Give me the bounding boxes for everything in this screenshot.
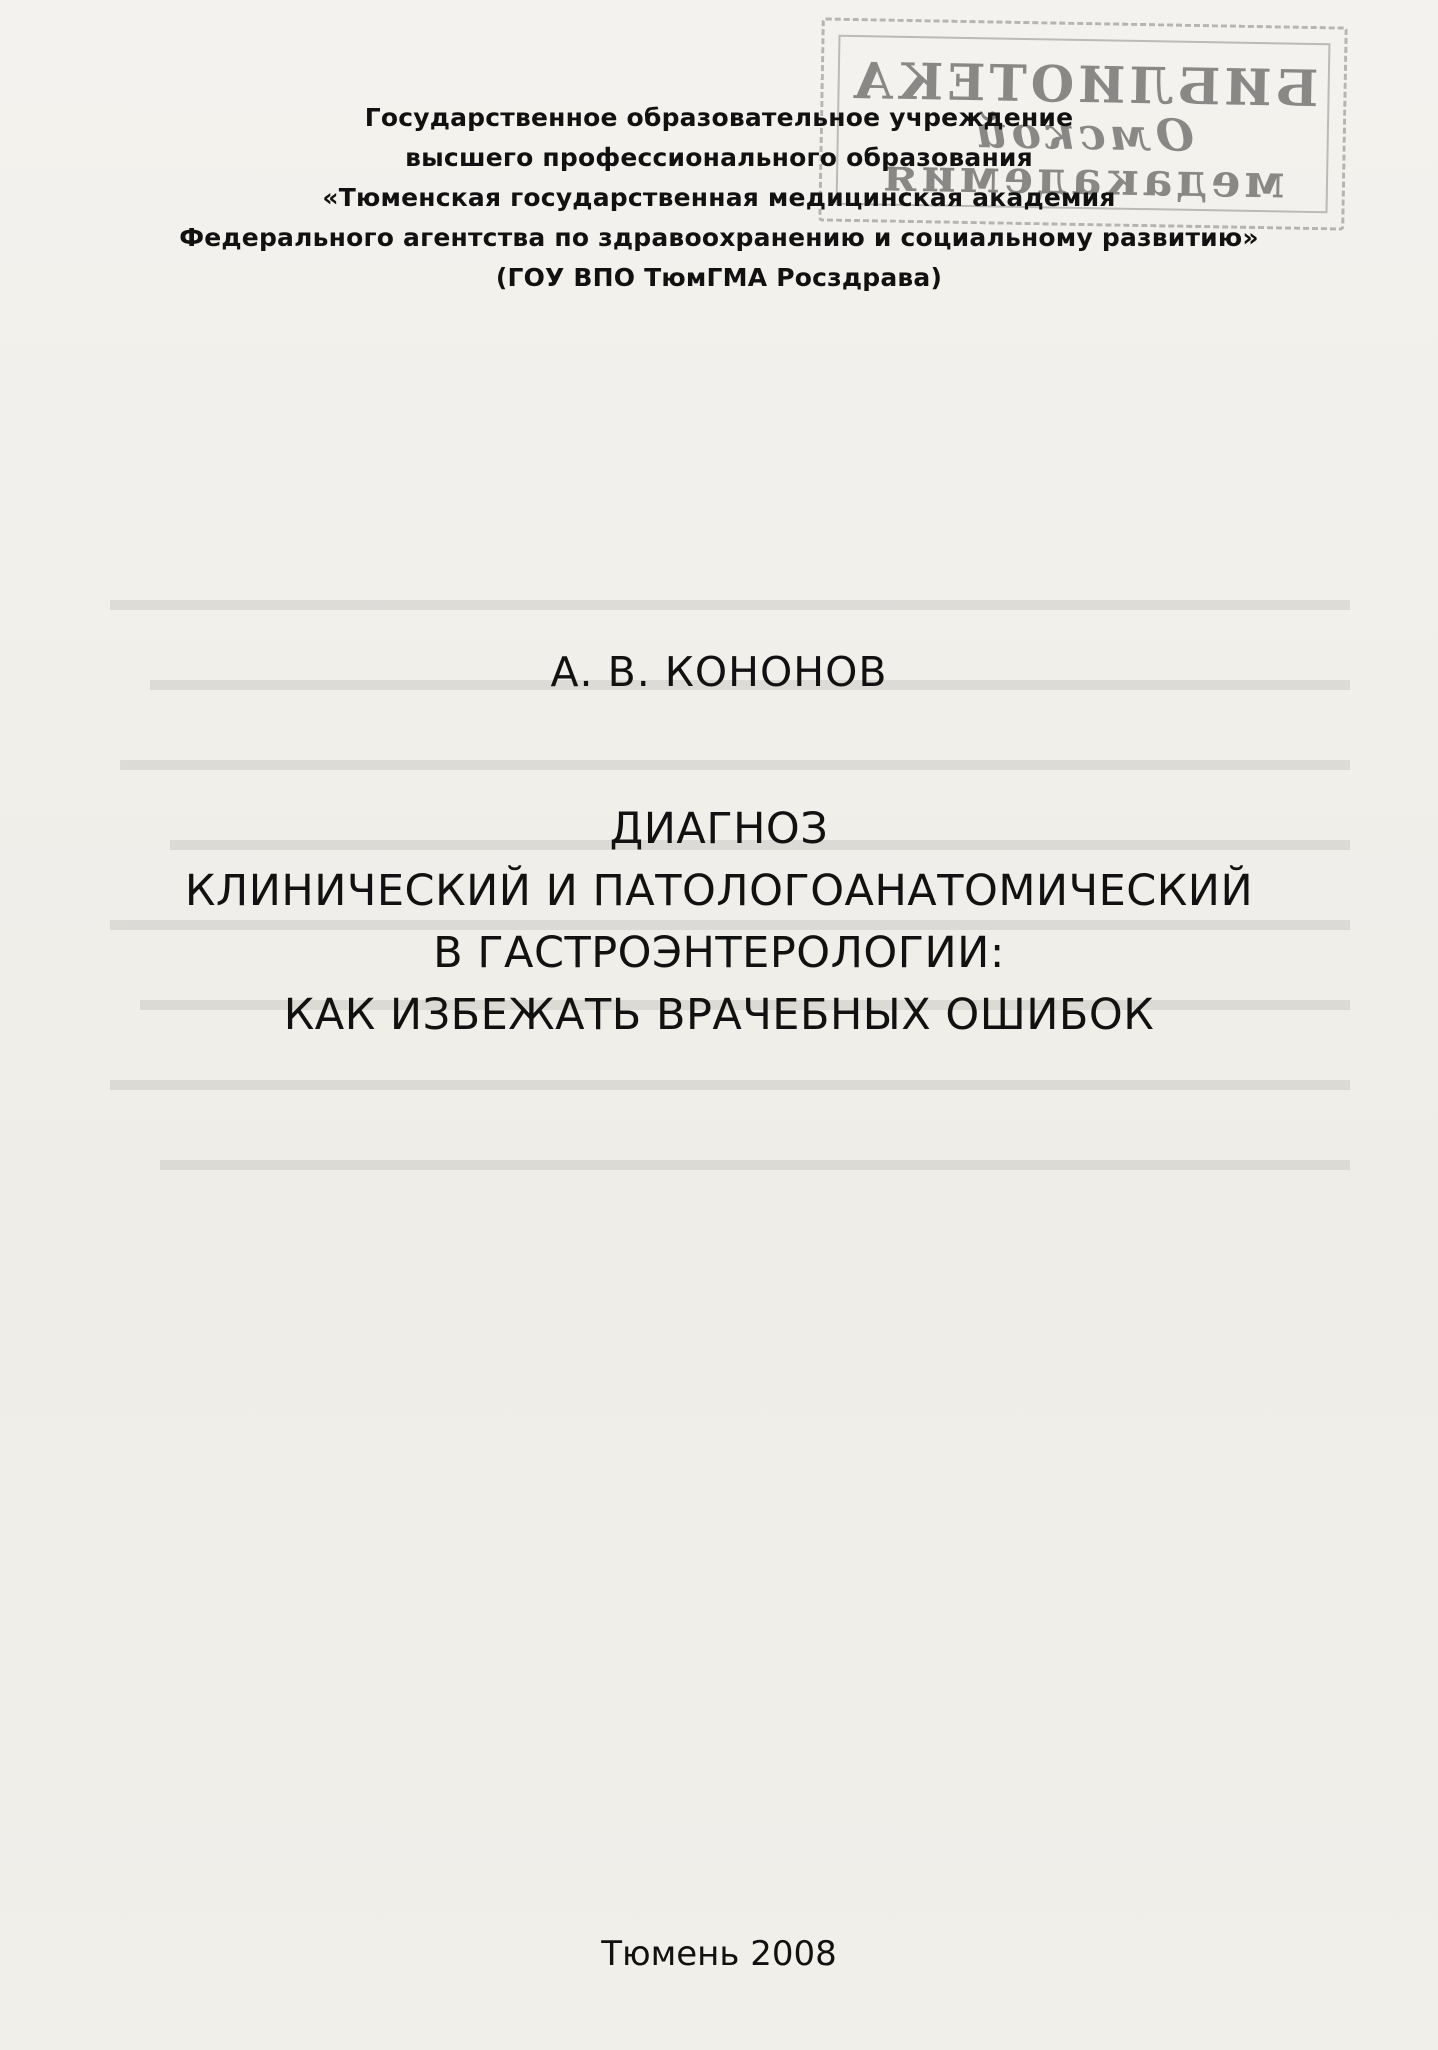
header-line: Государственное образовательное учреждение bbox=[364, 103, 1074, 132]
city-year: Тюмень 2008 bbox=[601, 1934, 837, 1974]
book-title bbox=[0, 798, 1438, 1046]
title-line: КАК ИЗБЕЖАТЬ ВРАЧЕБНЫХ ОШИБОК bbox=[283, 990, 1155, 1040]
institution-header bbox=[0, 98, 1438, 298]
stamp-line: Омской bbox=[971, 107, 1195, 162]
stamp-line: БИБЛИОТЕКА bbox=[848, 50, 1319, 119]
header-line: (ГОУ ВПО ТюмГМА Росздрава) bbox=[495, 263, 943, 292]
author-name: А. В. КОНОНОВ bbox=[550, 648, 888, 696]
title-line: В ГАСТРОЭНТЕРОЛОГИИ: bbox=[433, 928, 1005, 978]
stamp-line: медакадемия bbox=[879, 147, 1285, 209]
header-line: «Тюменская государственная медицинская академия bbox=[322, 183, 1116, 212]
header-line: Федерального агентства по здравоохранению и социальному развитию» bbox=[179, 223, 1259, 252]
header-line: высшего профессионального образования bbox=[405, 143, 1033, 172]
title-line: ДИАГНОЗ bbox=[609, 804, 829, 854]
title-line: КЛИНИЧЕСКИЙ И ПАТОЛОГОАНАТОМИЧЕСКИЙ bbox=[184, 866, 1254, 916]
